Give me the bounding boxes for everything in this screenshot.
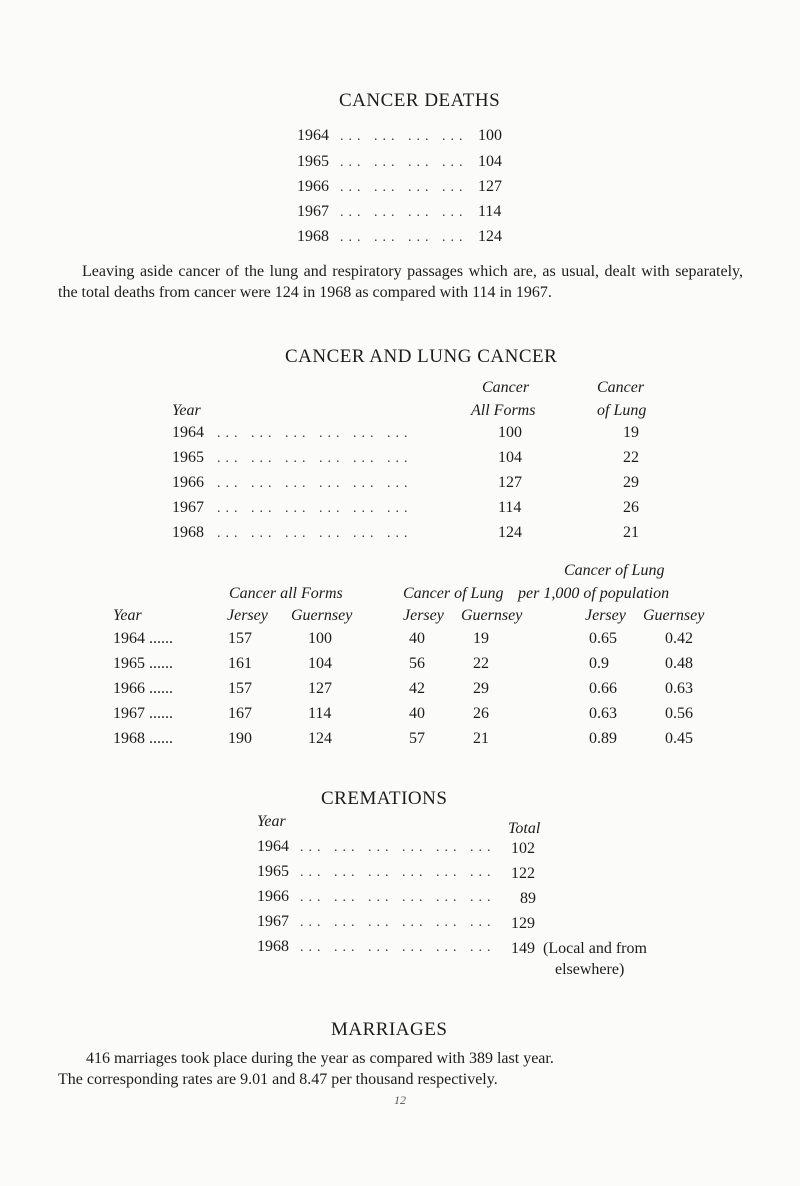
year-cell: 1965	[172, 449, 204, 466]
lung-jersey-cell: 42	[409, 680, 425, 697]
cancer-lung-title: CANCER AND LUNG CANCER	[285, 346, 558, 367]
marriages-title: MARRIAGES	[331, 1019, 448, 1040]
col-header-jersey: Jersey	[403, 607, 444, 624]
marriages-line-1: 416 marriages took place during the year as compared with 389 last year.	[86, 1050, 554, 1067]
rate-guernsey-cell: 0.45	[665, 730, 693, 747]
leader-dots: ... ... ... ... ... ...	[300, 915, 496, 930]
all-jersey-cell: 157	[228, 630, 252, 647]
col-header-year: Year	[257, 813, 286, 830]
year-cell: 1968	[257, 938, 289, 955]
lung-cell: 22	[623, 449, 639, 466]
all-guernsey-cell: 104	[308, 655, 332, 672]
col-header-total: Total	[508, 820, 541, 837]
lung-cell: 21	[623, 524, 639, 541]
total-cell: 89	[520, 890, 536, 907]
all-guernsey-cell: 100	[308, 630, 332, 647]
col-header-jersey: Jersey	[227, 607, 268, 624]
rate-guernsey-cell: 0.63	[665, 680, 693, 697]
year-cell: 1964	[297, 127, 329, 144]
rate-jersey-cell: 0.9	[589, 655, 609, 672]
total-cell: 102	[511, 840, 535, 857]
year-cell: 1966	[297, 178, 329, 195]
cancer-deaths-title: CANCER DEATHS	[339, 90, 501, 111]
lung-cell: 26	[623, 499, 639, 516]
rate-guernsey-cell: 0.42	[665, 630, 693, 647]
cremations-note-cont: elsewhere)	[555, 961, 625, 978]
all-forms-cell: 114	[498, 499, 522, 516]
all-forms-cell: 100	[498, 424, 522, 441]
col-header-year: Year	[172, 402, 201, 419]
year-cell: 1967 ......	[113, 705, 173, 722]
lung-guernsey-cell: 21	[473, 730, 489, 747]
rate-guernsey-cell: 0.48	[665, 655, 693, 672]
year-cell: 1965	[257, 863, 289, 880]
year-cell: 1966 ......	[113, 680, 173, 697]
year-cell: 1966	[172, 474, 204, 491]
col-header-lung-2: of Lung	[597, 402, 647, 419]
all-guernsey-cell: 124	[308, 730, 332, 747]
lung-jersey-cell: 57	[409, 730, 425, 747]
all-jersey-cell: 161	[228, 655, 252, 672]
all-forms-cell: 127	[498, 474, 522, 491]
lung-cell: 19	[623, 424, 639, 441]
leader-dots: ... ... ... ...	[340, 230, 468, 245]
group-header-rate-1: Cancer of Lung	[564, 562, 665, 579]
total-cell: 149	[511, 940, 535, 957]
col-header-all-forms-1: Cancer	[482, 379, 530, 396]
year-cell: 1968	[172, 524, 204, 541]
lung-guernsey-cell: 19	[473, 630, 489, 647]
value-cell: 104	[478, 153, 502, 170]
year-cell: 1968	[297, 228, 329, 245]
cremations-note: (Local and from	[543, 940, 647, 957]
col-header-guernsey: Guernsey	[643, 607, 705, 624]
value-cell: 114	[478, 203, 502, 220]
all-jersey-cell: 167	[228, 705, 252, 722]
rate-guernsey-cell: 0.56	[665, 705, 693, 722]
group-header-all-forms: Cancer all Forms	[229, 585, 343, 602]
all-forms-cell: 124	[498, 524, 522, 541]
lung-cell: 29	[623, 474, 639, 491]
lung-guernsey-cell: 22	[473, 655, 489, 672]
leader-dots: ... ... ... ...	[340, 155, 468, 170]
value-cell: 124	[478, 228, 502, 245]
all-jersey-cell: 157	[228, 680, 252, 697]
year-cell: 1964	[172, 424, 204, 441]
leader-dots: ... ... ... ...	[340, 129, 468, 144]
leader-dots: ... ... ... ... ... ...	[217, 526, 413, 541]
year-cell: 1966	[257, 888, 289, 905]
value-cell: 100	[478, 127, 502, 144]
col-header-jersey: Jersey	[585, 607, 626, 624]
lung-guernsey-cell: 26	[473, 705, 489, 722]
group-header-lung: Cancer of Lung	[403, 585, 504, 602]
paragraph-text: Leaving aside cancer of the lung and respiratory passages which are, as usual, dealt with separately, the total deaths from cancer were 124 in 1968 as compared with 114 in 1967.	[58, 263, 743, 301]
leader-dots: ... ... ... ... ... ...	[217, 451, 413, 466]
rate-jersey-cell: 0.63	[589, 705, 617, 722]
cremations-title: CREMATIONS	[321, 788, 448, 809]
lung-jersey-cell: 40	[409, 630, 425, 647]
year-cell: 1967	[297, 203, 329, 220]
all-guernsey-cell: 114	[308, 705, 332, 722]
rate-jersey-cell: 0.66	[589, 680, 617, 697]
col-header-guernsey: Guernsey	[291, 607, 353, 624]
leader-dots: ... ... ... ... ... ...	[300, 890, 496, 905]
lung-guernsey-cell: 29	[473, 680, 489, 697]
leader-dots: ... ... ... ...	[340, 180, 468, 195]
leader-dots: ... ... ... ... ... ...	[217, 426, 413, 441]
marriages-line-2: The corresponding rates are 9.01 and 8.47 per thousand respectively.	[58, 1071, 498, 1088]
rate-jersey-cell: 0.89	[589, 730, 617, 747]
year-cell: 1965	[297, 153, 329, 170]
year-cell: 1967	[172, 499, 204, 516]
leader-dots: ... ... ... ...	[340, 205, 468, 220]
col-header-year: Year	[113, 607, 142, 624]
leader-dots: ... ... ... ... ... ...	[217, 476, 413, 491]
col-header-guernsey: Guernsey	[461, 607, 523, 624]
year-cell: 1964 ......	[113, 630, 173, 647]
all-forms-cell: 104	[498, 449, 522, 466]
col-header-lung-1: Cancer	[597, 379, 645, 396]
all-guernsey-cell: 127	[308, 680, 332, 697]
value-cell: 127	[478, 178, 502, 195]
leader-dots: ... ... ... ... ... ...	[300, 840, 496, 855]
total-cell: 129	[511, 915, 535, 932]
leader-dots: ... ... ... ... ... ...	[300, 940, 496, 955]
year-cell: 1967	[257, 913, 289, 930]
total-cell: 122	[511, 865, 535, 882]
leader-dots: ... ... ... ... ... ...	[217, 501, 413, 516]
year-cell: 1965 ......	[113, 655, 173, 672]
rate-jersey-cell: 0.65	[589, 630, 617, 647]
year-cell: 1968 ......	[113, 730, 173, 747]
lung-jersey-cell: 40	[409, 705, 425, 722]
cancer-deaths-paragraph	[58, 261, 743, 303]
page-number: 12	[394, 1093, 406, 1107]
group-header-rate-2: per 1,000 of population	[518, 585, 670, 602]
lung-jersey-cell: 56	[409, 655, 425, 672]
year-cell: 1964	[257, 838, 289, 855]
col-header-all-forms-2: All Forms	[471, 402, 536, 419]
all-jersey-cell: 190	[228, 730, 252, 747]
leader-dots: ... ... ... ... ... ...	[300, 865, 496, 880]
